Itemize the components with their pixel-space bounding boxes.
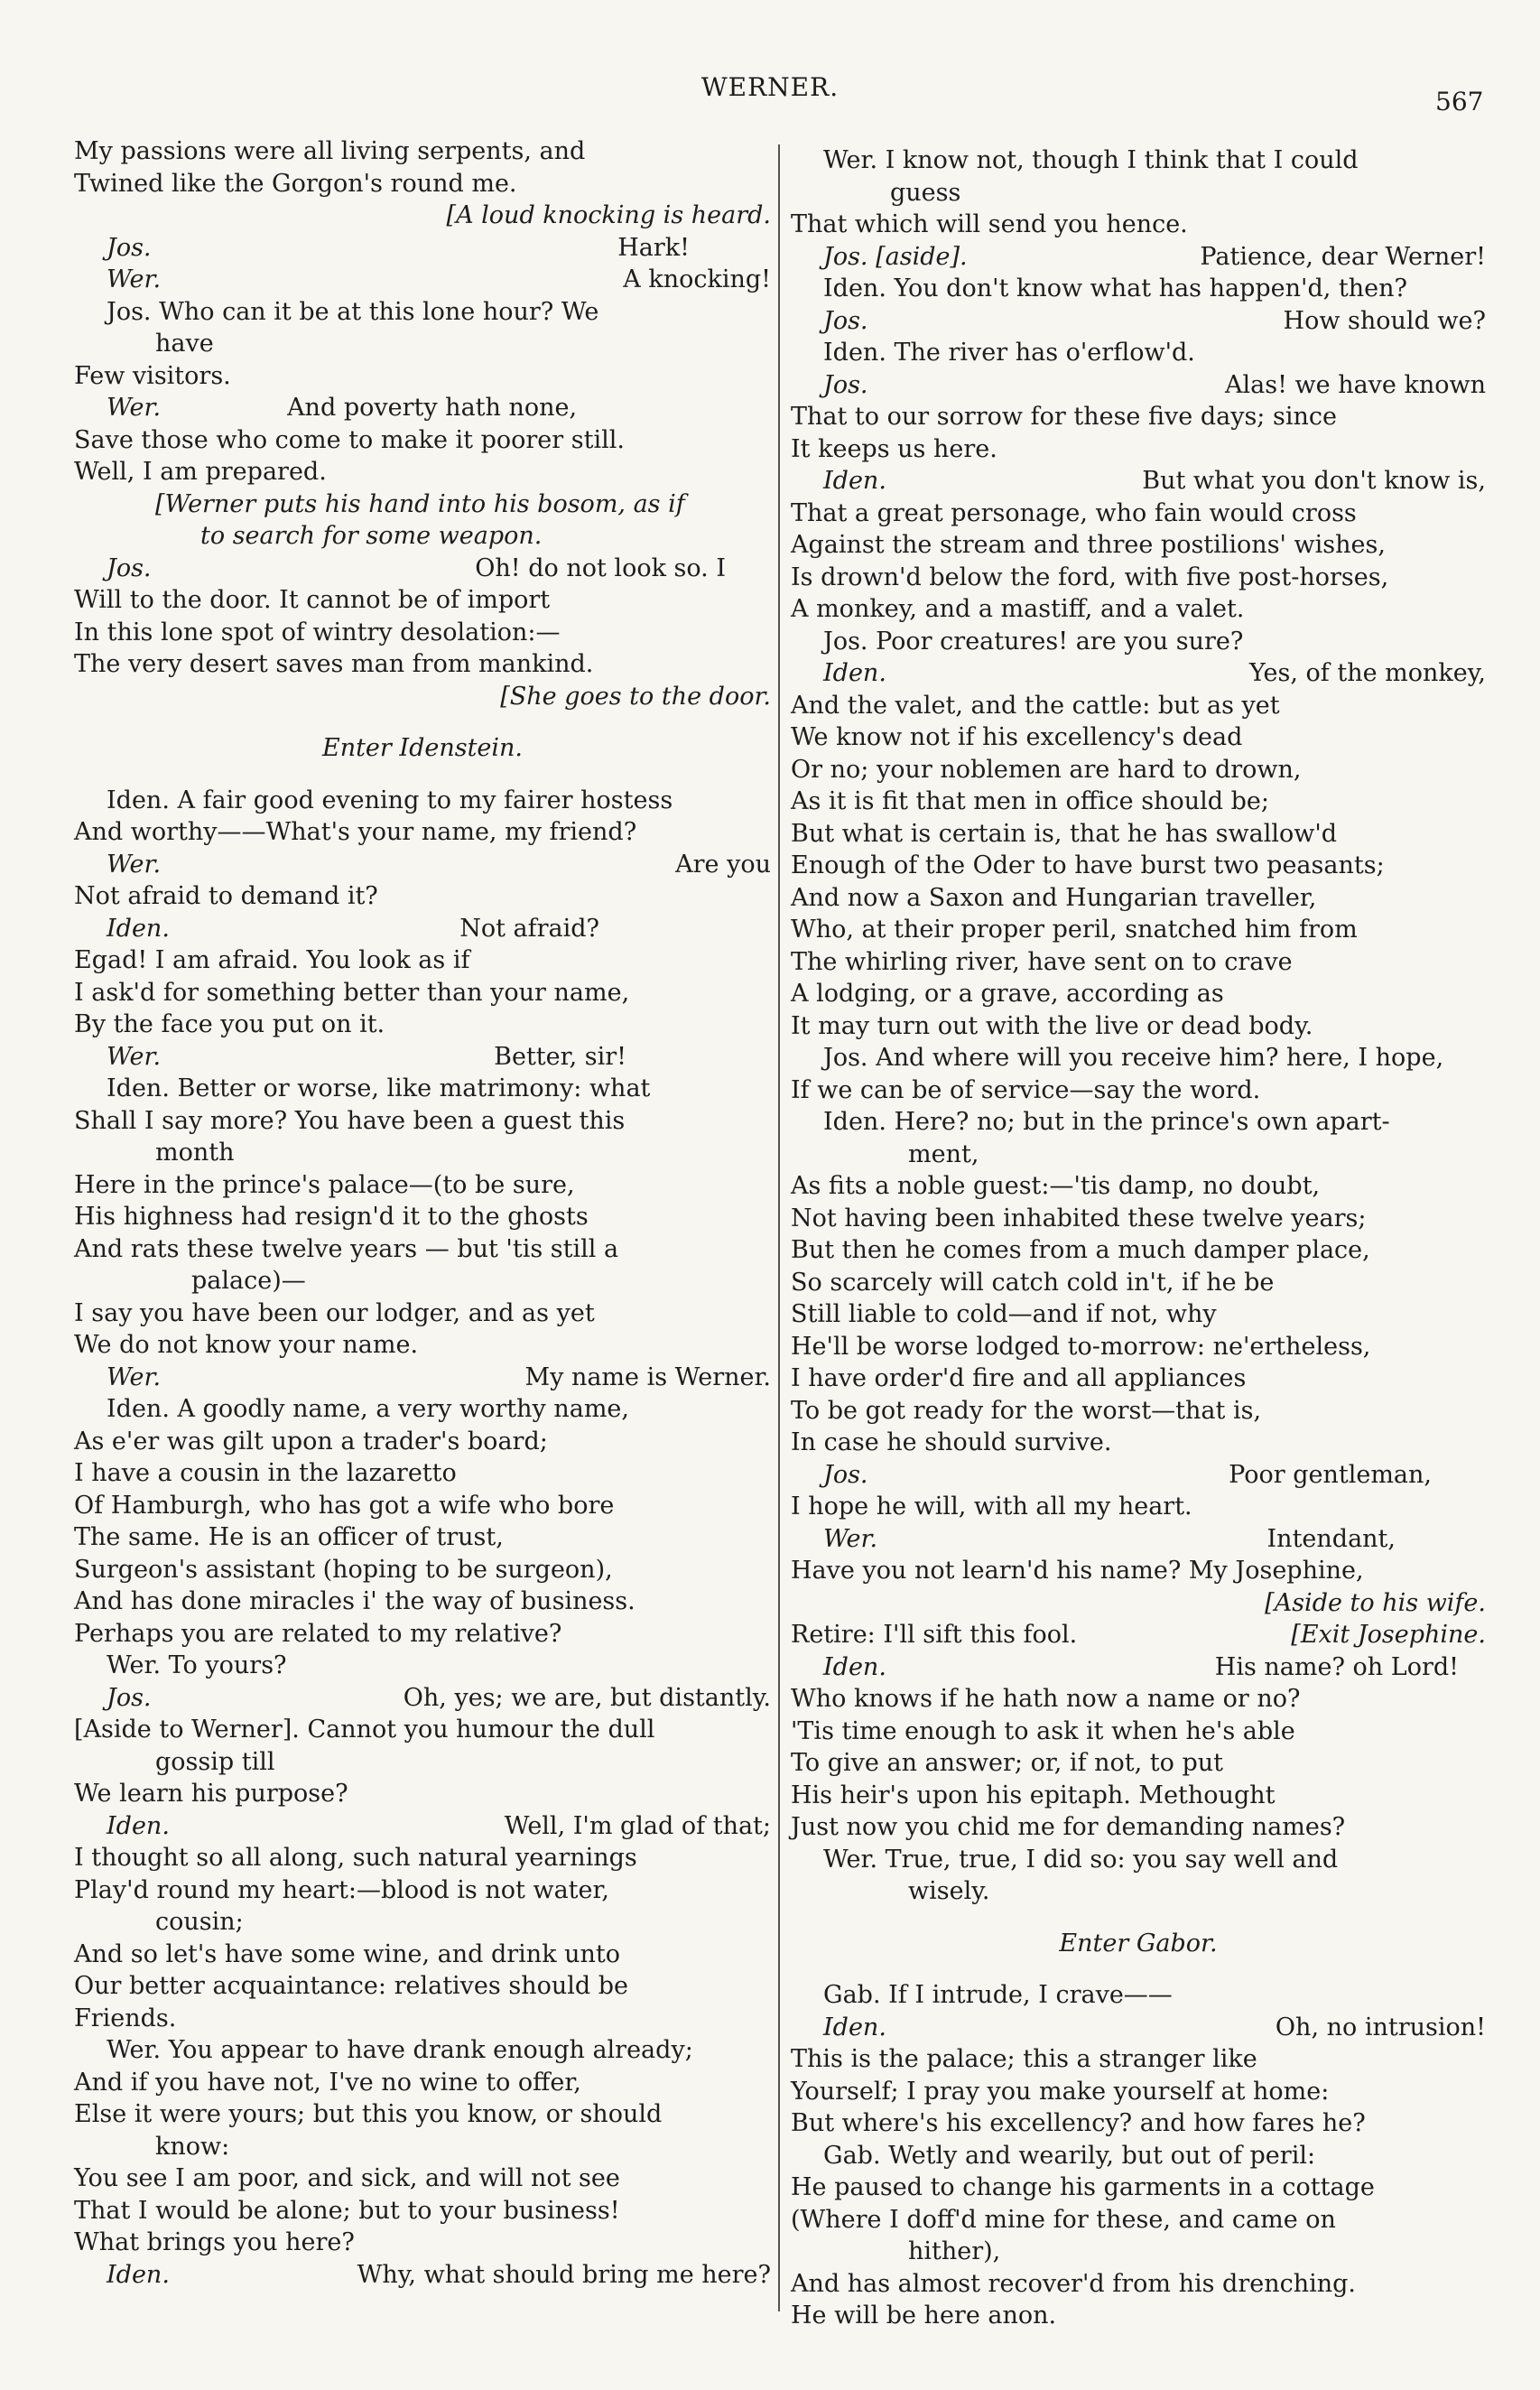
text-line: And so let's have some wine, and drink unto (74, 1939, 621, 1968)
text-line: Still liable to cold—and if not, why (791, 1300, 1217, 1328)
text-line: This is the palace; this a stranger like (791, 2045, 1257, 2073)
speaker: Jos. (823, 306, 868, 335)
text-line: We do not know your name. (74, 1331, 419, 1359)
stage-direction: to search for some weapon. (200, 522, 543, 550)
text-line: So scarcely will catch cold in't, if he be (791, 1268, 1275, 1297)
speech-line: Wer. Are you (74, 849, 771, 881)
speaker: Wer. (823, 1524, 878, 1553)
text-line: wisely. (908, 1877, 990, 1905)
speech-line: Iden. Better or worse, like matrimony: what (107, 1074, 651, 1102)
text-line: Who knows if he hath now a name or no? (791, 1685, 1301, 1713)
text-line: Surgeon's assistant (hoping to be surgeon), (74, 1555, 613, 1584)
text-line: I ask'd for something better than your name, (74, 978, 630, 1007)
text-line: 'Tis time enough to ask it when he's able (791, 1716, 1295, 1745)
speaker: Jos. (823, 370, 868, 399)
entrance-heading: Enter Idenstein. (321, 734, 524, 762)
text-line: palace)— (191, 1267, 306, 1295)
entrance-heading: Enter Gabor. (1059, 1929, 1218, 1958)
text-line: As it is fit that men in office should be; (791, 787, 1269, 815)
text-line: hither), (908, 2237, 1001, 2265)
text-line: Save those who come to make it poorer still. (74, 425, 625, 454)
speech-line: Iden. Here? no; but in the prince's own apart- (823, 1108, 1390, 1136)
speaker: Wer. (107, 1362, 162, 1391)
text-line: As fits a noble guest:—'tis damp, no doubt, (791, 1172, 1321, 1200)
text-line: And if you have not, I've no wine to offer, (74, 2068, 581, 2097)
text-line: Not having been inhabited these twelve years; (791, 1204, 1367, 1232)
speaker: Iden. (823, 467, 886, 495)
text-line: Just now you chid me for demanding names? (791, 1813, 1346, 1841)
text-line: Yourself; I pray you make yourself at home: (791, 2077, 1330, 2106)
text-line: To give an answer; or, if not, to put (791, 1749, 1224, 1777)
text-line: The whirling river, have sent on to crave (791, 947, 1293, 976)
speech-line: Jos. Alas! we have known (791, 369, 1486, 402)
speaker: Wer. (107, 850, 162, 879)
speech-line: Jos. Poor gentleman, (791, 1459, 1486, 1492)
left-column (74, 135, 771, 2291)
speech-line: Wer. True, true, I did so: you say well and (823, 1845, 1339, 1874)
text-line: He will be here anon. (791, 2302, 1057, 2330)
speech-line: Gab. Wetly and wearily, but out of peril: (823, 2141, 1316, 2170)
text-line: It keeps us here. (791, 434, 997, 463)
speech-line: Jos. Oh! do not look so. I (74, 553, 771, 585)
text-line: And worthy——What's your name, my friend? (74, 818, 637, 846)
text-line: Perhaps you are related to my relative? (74, 1619, 562, 1648)
speaker: Jos. (823, 1460, 868, 1489)
text-line: Of Hamburgh, who has got a wife who bore (74, 1491, 615, 1520)
page-number: 567 (1435, 87, 1484, 116)
speaker: Iden. (823, 659, 886, 687)
speech-line: Jos. How should we? (791, 305, 1486, 338)
speech-line: Iden. A goodly name, a very worthy name, (107, 1395, 629, 1423)
text-line: As e'er was gilt upon a trader's board; (74, 1427, 548, 1455)
speech-line: Wer. A knocking! (74, 264, 771, 296)
text-line: Against the stream and three postilions' wishes, (791, 531, 1386, 559)
text-line: Well, I am prepared. (74, 458, 327, 486)
speech-line: Jos. And where will you receive him? here, I hope, (823, 1044, 1444, 1072)
text-line: And rats these twelve years — but 'tis still a (74, 1234, 619, 1263)
speech-line: Wer. Better, sir! (74, 1041, 771, 1074)
text-line: The very desert saves man from mankind. (74, 650, 594, 678)
stage-direction: [Aside to his wife. (1265, 1588, 1486, 1617)
text-line: (Where I doff'd mine for these, and came on (791, 2205, 1336, 2234)
text-line: know: (155, 2132, 230, 2161)
text-line: Play'd round my heart:—blood is not water, (74, 1875, 610, 1904)
text-line: Have you not learn'd his name? My Josephine, (791, 1557, 1364, 1585)
text-line: But what is certain is, that he has swallow'd (791, 819, 1338, 848)
speech-line: Iden. Yes, of the monkey, (791, 657, 1486, 690)
text-line: cousin; (155, 1908, 244, 1936)
text-line: What brings you here? (74, 2228, 355, 2256)
speaker: Jos. [aside]. (823, 242, 968, 271)
speech-line: Iden. But what you don't know is, (791, 465, 1486, 498)
speech-line: Iden. Oh, no intrusion! (791, 2012, 1486, 2044)
text-line: Is drown'd below the ford, with five post-horses, (791, 563, 1389, 591)
text-line: A monkey, and a mastiff, and a valet. (791, 595, 1245, 623)
text-line: I thought so all along, such natural yearnings (74, 1844, 637, 1872)
speaker: Iden. (107, 1811, 170, 1840)
speech-line: Iden. Not afraid? (74, 913, 771, 945)
speech-line: Iden. The river has o'erflow'd. (823, 339, 1195, 367)
speaker: Jos. (107, 233, 152, 262)
text-line: Who, at their proper peril, snatched him from (791, 916, 1358, 944)
speech-line: Retire: I'll sift this fool. [Exit Josephine. (791, 1621, 1486, 1649)
speaker: Iden. (107, 2260, 170, 2289)
running-head: WERNER. (700, 72, 840, 102)
column-divider (778, 144, 780, 2311)
text-line: I have a cousin in the lazaretto (74, 1459, 457, 1487)
speech-line: Wer. You appear to have drank enough already; (107, 2036, 693, 2064)
speaker: Iden. (823, 2013, 886, 2041)
speech-line: Jos. Oh, yes; we are, but distantly. (74, 1682, 771, 1715)
text-line: His highness had resign'd it to the ghosts (74, 1203, 589, 1231)
text-line: I say you have been our lodger, and as yet (74, 1298, 595, 1327)
text-line: A lodging, or a grave, according as (791, 980, 1224, 1008)
text-line: But then he comes from a much damper place, (791, 1236, 1370, 1264)
text-line: And now a Saxon and Hungarian traveller, (791, 883, 1317, 912)
speech-line: Gab. If I intrude, I crave—— (823, 1981, 1173, 2009)
text-line: But where's his excellency? and how fares he? (791, 2109, 1366, 2137)
text-line: Or no; your noblemen are hard to drown, (791, 755, 1302, 784)
speech-line: Iden. His name? oh Lord! (791, 1651, 1486, 1684)
text-line: ment, (908, 1139, 979, 1168)
text-line: Not afraid to demand it? (74, 882, 378, 910)
text-line: You see I am poor, and sick, and will not see (74, 2164, 620, 2192)
speaker: Wer. (107, 1042, 162, 1071)
speech-line: Jos. Poor creatures! are you sure? (823, 627, 1244, 656)
text-line: In this lone spot of wintry desolation:— (74, 618, 561, 646)
text-line: Friends. (74, 2004, 177, 2032)
text-line: Twined like the Gorgon's round me. (74, 169, 517, 198)
text-line: month (155, 1139, 235, 1167)
text-line: That to our sorrow for these five days; since (791, 403, 1337, 431)
text-line: That which will send you hence. (791, 210, 1188, 238)
text-line: If we can be of service—say the word. (791, 1075, 1261, 1104)
stage-direction: [Werner puts his hand into his bosom, as if (155, 489, 685, 518)
right-column (791, 144, 1486, 2332)
speech-line: Jos. [aside]. Patience, dear Werner! (791, 241, 1486, 274)
speech-line: Jos. Who can it be at this lone hour? We (107, 297, 599, 326)
text-line: Shall I say more? You have been a guest this (74, 1106, 626, 1135)
text-line: Else it were yours; but this you know, or should (74, 2100, 663, 2128)
text-line: He'll be worse lodged to-morrow: ne'ertheless, (791, 1332, 1371, 1361)
speech-line: Wer. Intendant, (791, 1523, 1486, 1556)
text-line: His heir's upon his epitaph. Methought (791, 1781, 1276, 1809)
text-line: And the valet, and the cattle: but as yet (791, 691, 1280, 720)
speech-line: Jos. Hark! (74, 232, 771, 265)
text-line: To be got ready for the worst—that is, (791, 1396, 1262, 1425)
text-line: That I would be alone; but to your business! (74, 2196, 620, 2225)
speaker: Jos. (107, 553, 152, 582)
text-line: have (155, 330, 214, 358)
text-line: Egad! I am afraid. You look as if (74, 946, 470, 974)
text-line: He paused to change his garments in a cottage (791, 2173, 1375, 2201)
text-line: By the face you put on it. (74, 1010, 385, 1038)
stage-direction: [A loud knocking is heard. (446, 201, 771, 229)
speaker: Iden. (823, 1652, 886, 1681)
text-line: In case he should survive. (791, 1428, 1112, 1456)
text-line: Will to the door. It cannot be of import (74, 586, 551, 614)
text-line: The same. He is an officer of trust, (74, 1523, 504, 1551)
text-line: gossip till (155, 1747, 275, 1776)
text-line: My passions were all living serpents, and (74, 137, 586, 165)
text-line: Here in the prince's palace—(to be sure, (74, 1170, 575, 1199)
text-line: Few visitors. (74, 361, 231, 390)
speech-line: Wer. To yours? (107, 1651, 287, 1679)
text-line: We learn his purpose? (74, 1780, 348, 1808)
text-line: And has almost recover'd from his drenching. (791, 2269, 1357, 2298)
speech-line: Wer. My name is Werner. (74, 1362, 771, 1394)
text-line: I hope he will, with all my heart. (791, 1493, 1192, 1520)
text-line: I have order'd fire and all appliances (791, 1364, 1247, 1392)
speech-line: Wer. I know not, though I think that I could (823, 146, 1359, 174)
speaker: Jos. (107, 1683, 152, 1712)
stage-direction: [She goes to the door. (500, 682, 771, 711)
text-line: And has done miracles i' the way of business. (74, 1587, 635, 1615)
speaker: Iden. (107, 914, 170, 943)
text-line: We know not if his excellency's dead (791, 723, 1243, 751)
text-line: Enough of the Oder to have burst two peasants; (791, 851, 1385, 879)
text-line: It may turn out with the live or dead body. (791, 1011, 1313, 1040)
speaker: Wer. (107, 265, 162, 293)
text-line: Our better acquaintance: relatives should be (74, 1972, 628, 2000)
text-line: That a great personage, who fain would cross (791, 498, 1357, 527)
speech-line: Iden. Why, what should bring me here? (74, 2259, 771, 2292)
speaker: Wer. (107, 394, 162, 422)
speech-line: Iden. A fair good evening to my fairer hostess (107, 786, 673, 814)
speech-line: Iden. Well, I'm glad of that; (74, 1810, 771, 1843)
text-line: guess (890, 178, 961, 207)
speech-line: Wer. And poverty hath none, (107, 394, 578, 422)
speech-line: Iden. You don't know what has happen'd, then? (823, 274, 1407, 302)
stage-direction: [Aside to Werner]. Cannot you humour the dull (74, 1716, 655, 1744)
